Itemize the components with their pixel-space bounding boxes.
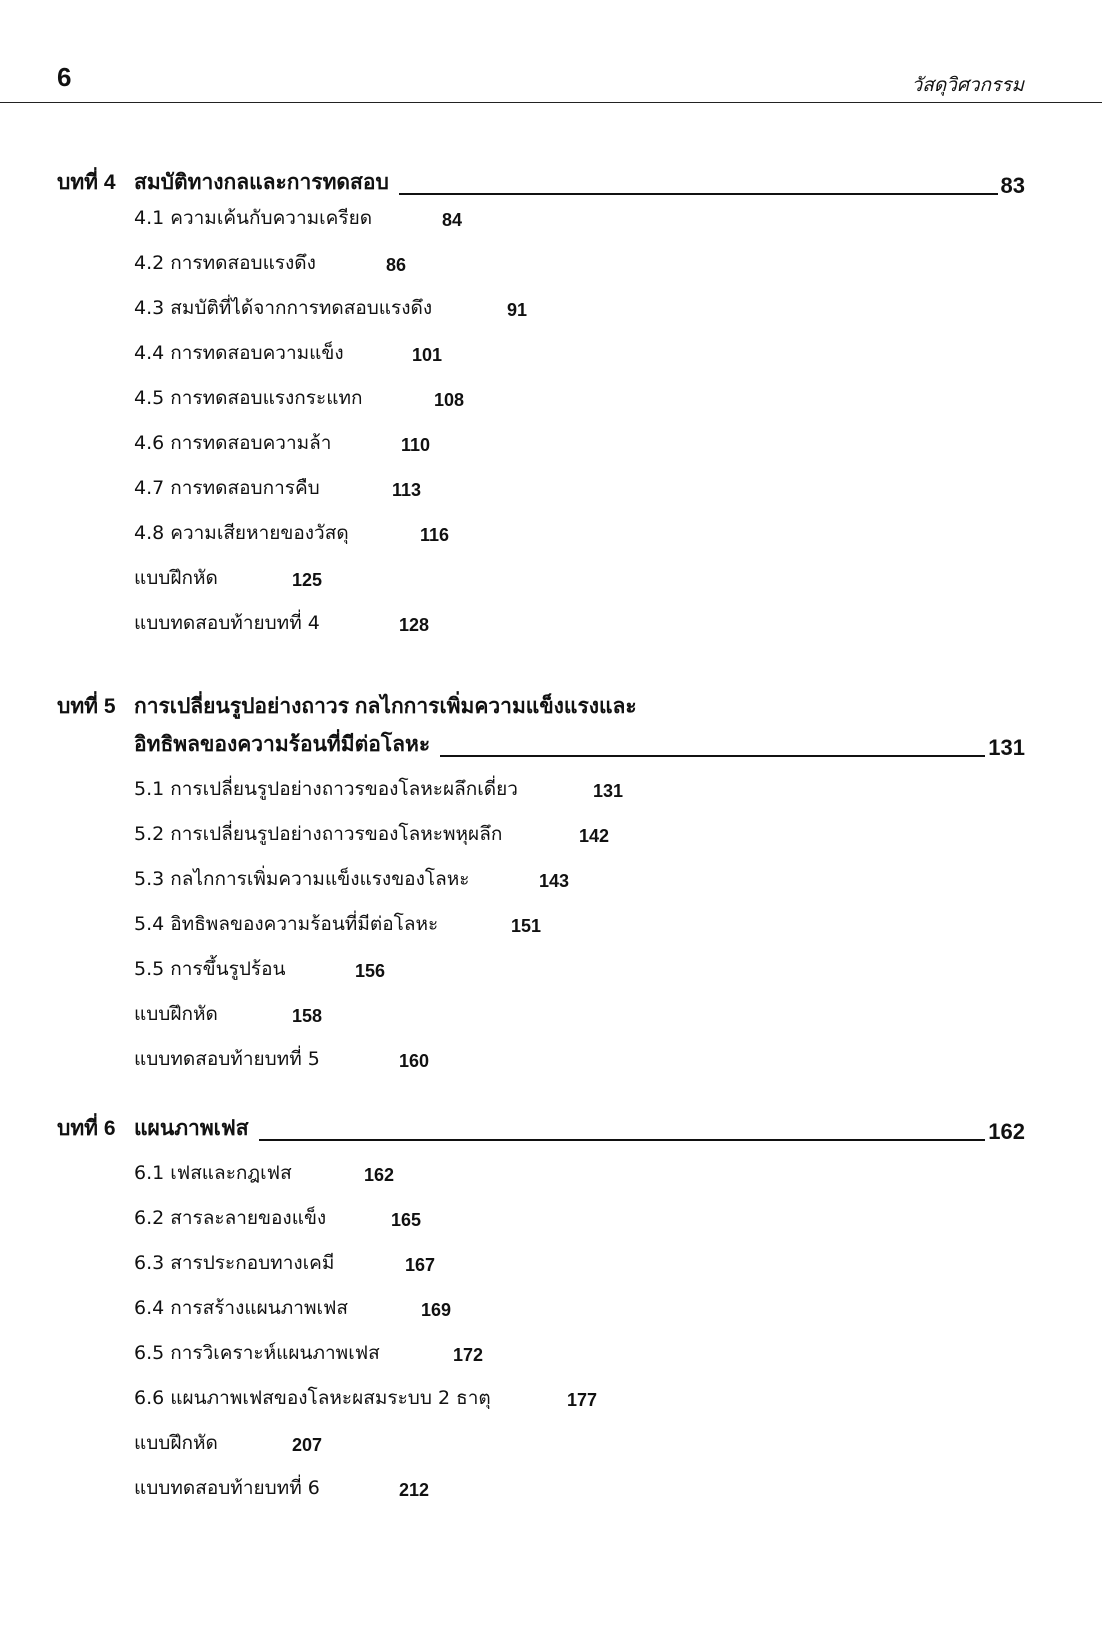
dot-leader — [440, 754, 985, 757]
entry-title: 4.1 ความเค้นกับความเครียด — [134, 207, 373, 229]
dot-leader — [259, 1138, 986, 1141]
entry-page: 167 — [405, 1255, 436, 1275]
entry-page: 169 — [421, 1300, 452, 1320]
entry-title: 5.5 การขึ้นรูปร้อน — [134, 958, 286, 980]
book-title: วัสดุวิศวกรรม — [911, 74, 1024, 96]
entry-title: 4.7 การทดสอบการคืบ — [134, 477, 320, 499]
toc-entry[interactable] — [134, 1046, 430, 1074]
chapter-number: บทที่ 6 — [57, 1117, 116, 1140]
chapter-title: สมบัติทางกลและการทดสอบ — [134, 171, 389, 194]
toc-entry[interactable] — [134, 1160, 395, 1188]
chapter-heading-5-line2[interactable] — [134, 727, 1025, 761]
entry-page: 125 — [292, 570, 323, 590]
entry-page: 156 — [355, 961, 386, 981]
entry-page: 91 — [507, 300, 528, 320]
toc-entry[interactable] — [134, 1385, 598, 1413]
toc-entry[interactable] — [134, 821, 610, 849]
chapter-title-line2: อิทธิพลของความร้อนที่มีต่อโลหะ — [134, 733, 431, 756]
toc-entry[interactable] — [134, 250, 407, 278]
toc-entry[interactable] — [134, 1475, 430, 1503]
entry-page: 113 — [392, 480, 422, 500]
entry-page: 162 — [364, 1165, 395, 1185]
entry-title: แบบฝึกหัด — [134, 567, 218, 589]
toc-entry[interactable] — [134, 911, 542, 939]
entry-page: 177 — [567, 1390, 598, 1410]
entry-title: 4.2 การทดสอบแรงดึง — [134, 252, 316, 274]
entry-title: 4.4 การทดสอบความแข็ง — [134, 342, 344, 364]
chapter-heading-5[interactable] — [57, 689, 637, 723]
chapter-page: 162 — [988, 1119, 1025, 1144]
chapter-title: การเปลี่ยนรูปอย่างถาวร กลไกการเพิ่มความแข็งแรงและ — [134, 695, 637, 718]
entry-title: แบบทดสอบท้ายบทที่ 4 — [134, 612, 320, 634]
entry-title: แบบทดสอบท้ายบทที่ 5 — [134, 1048, 320, 1070]
entry-title: 6.5 การวิเคราะห์แผนภาพเฟส — [134, 1342, 380, 1364]
toc-entry[interactable] — [134, 1430, 323, 1458]
toc-entry[interactable] — [134, 1295, 452, 1323]
toc-entry[interactable] — [134, 340, 443, 368]
chapter-title: แผนภาพเฟส — [134, 1117, 249, 1140]
chapter-number: บทที่ 5 — [57, 695, 116, 718]
entry-page: 86 — [386, 255, 407, 275]
entry-title: 6.4 การสร้างแผนภาพเฟส — [134, 1297, 349, 1319]
toc-entry[interactable] — [134, 956, 386, 984]
entry-title: 5.3 กลไกการเพิ่มความแข็งแรงของโลหะ — [134, 868, 470, 890]
toc-entry[interactable] — [134, 1205, 422, 1233]
chapter-heading-4[interactable] — [57, 165, 1025, 199]
entry-title: 6.1 เฟสและกฎเฟส — [134, 1162, 292, 1184]
entry-page: 143 — [539, 871, 570, 891]
entry-page: 108 — [434, 390, 465, 410]
entry-title: 4.6 การทดสอบความล้า — [134, 432, 332, 454]
toc-entry[interactable] — [134, 1340, 484, 1368]
toc-entry[interactable] — [134, 866, 570, 894]
toc-entry[interactable] — [134, 565, 323, 593]
entry-title: 4.3 สมบัติที่ได้จากการทดสอบแรงดึง — [134, 297, 433, 319]
chapter-heading-6[interactable] — [57, 1111, 1025, 1145]
entry-title: 5.4 อิทธิพลของความร้อนที่มีต่อโลหะ — [134, 913, 439, 935]
chapter-page: 83 — [1000, 173, 1025, 198]
entry-title: แบบฝึกหัด — [134, 1432, 218, 1454]
entry-page: 142 — [579, 826, 610, 846]
entry-title: 4.5 การทดสอบแรงกระแทก — [134, 387, 363, 409]
entry-page: 207 — [292, 1435, 323, 1455]
toc-entry[interactable] — [134, 385, 465, 413]
chapter-page: 131 — [988, 735, 1025, 760]
page-number: 6 — [57, 62, 72, 92]
entry-page: 165 — [391, 1210, 422, 1230]
toc-entry[interactable] — [134, 776, 624, 804]
entry-page: 110 — [401, 435, 431, 455]
entry-title: 5.1 การเปลี่ยนรูปอย่างถาวรของโลหะผลึกเดี่ยว — [134, 778, 518, 800]
entry-title: แบบทดสอบท้ายบทที่ 6 — [134, 1477, 320, 1499]
entry-title: 6.2 สารละลายของแข็ง — [134, 1207, 327, 1229]
toc-entry[interactable] — [134, 295, 528, 323]
toc-entry[interactable] — [134, 1250, 436, 1278]
entry-title: 5.2 การเปลี่ยนรูปอย่างถาวรของโลหะพหุผลึก — [134, 823, 503, 845]
entry-page: 158 — [292, 1006, 323, 1026]
entry-title: 6.6 แผนภาพเฟสของโลหะผสมระบบ 2 ธาตุ — [134, 1387, 491, 1409]
toc-entry[interactable] — [134, 430, 431, 458]
entry-page: 84 — [442, 210, 463, 230]
entry-page: 116 — [420, 525, 450, 545]
dot-leader — [399, 192, 998, 195]
entry-page: 151 — [511, 916, 542, 936]
entry-page: 160 — [399, 1051, 430, 1071]
entry-title: แบบฝึกหัด — [134, 1003, 218, 1025]
toc-entry[interactable] — [134, 205, 463, 233]
toc-entry[interactable] — [134, 610, 430, 638]
chapter-number: บทที่ 4 — [57, 171, 116, 194]
toc-entry[interactable] — [134, 1001, 323, 1029]
toc-entry[interactable] — [134, 520, 450, 548]
entry-page: 212 — [399, 1480, 430, 1500]
entry-title: 4.8 ความเสียหายของวัสดุ — [134, 522, 349, 544]
entry-title: 6.3 สารประกอบทางเคมี — [134, 1252, 335, 1274]
entry-page: 101 — [412, 345, 443, 365]
toc-entry[interactable] — [134, 475, 422, 503]
entry-page: 172 — [453, 1345, 484, 1365]
entry-page: 131 — [593, 781, 624, 801]
page-header — [0, 0, 1102, 103]
entry-page: 128 — [399, 615, 430, 635]
